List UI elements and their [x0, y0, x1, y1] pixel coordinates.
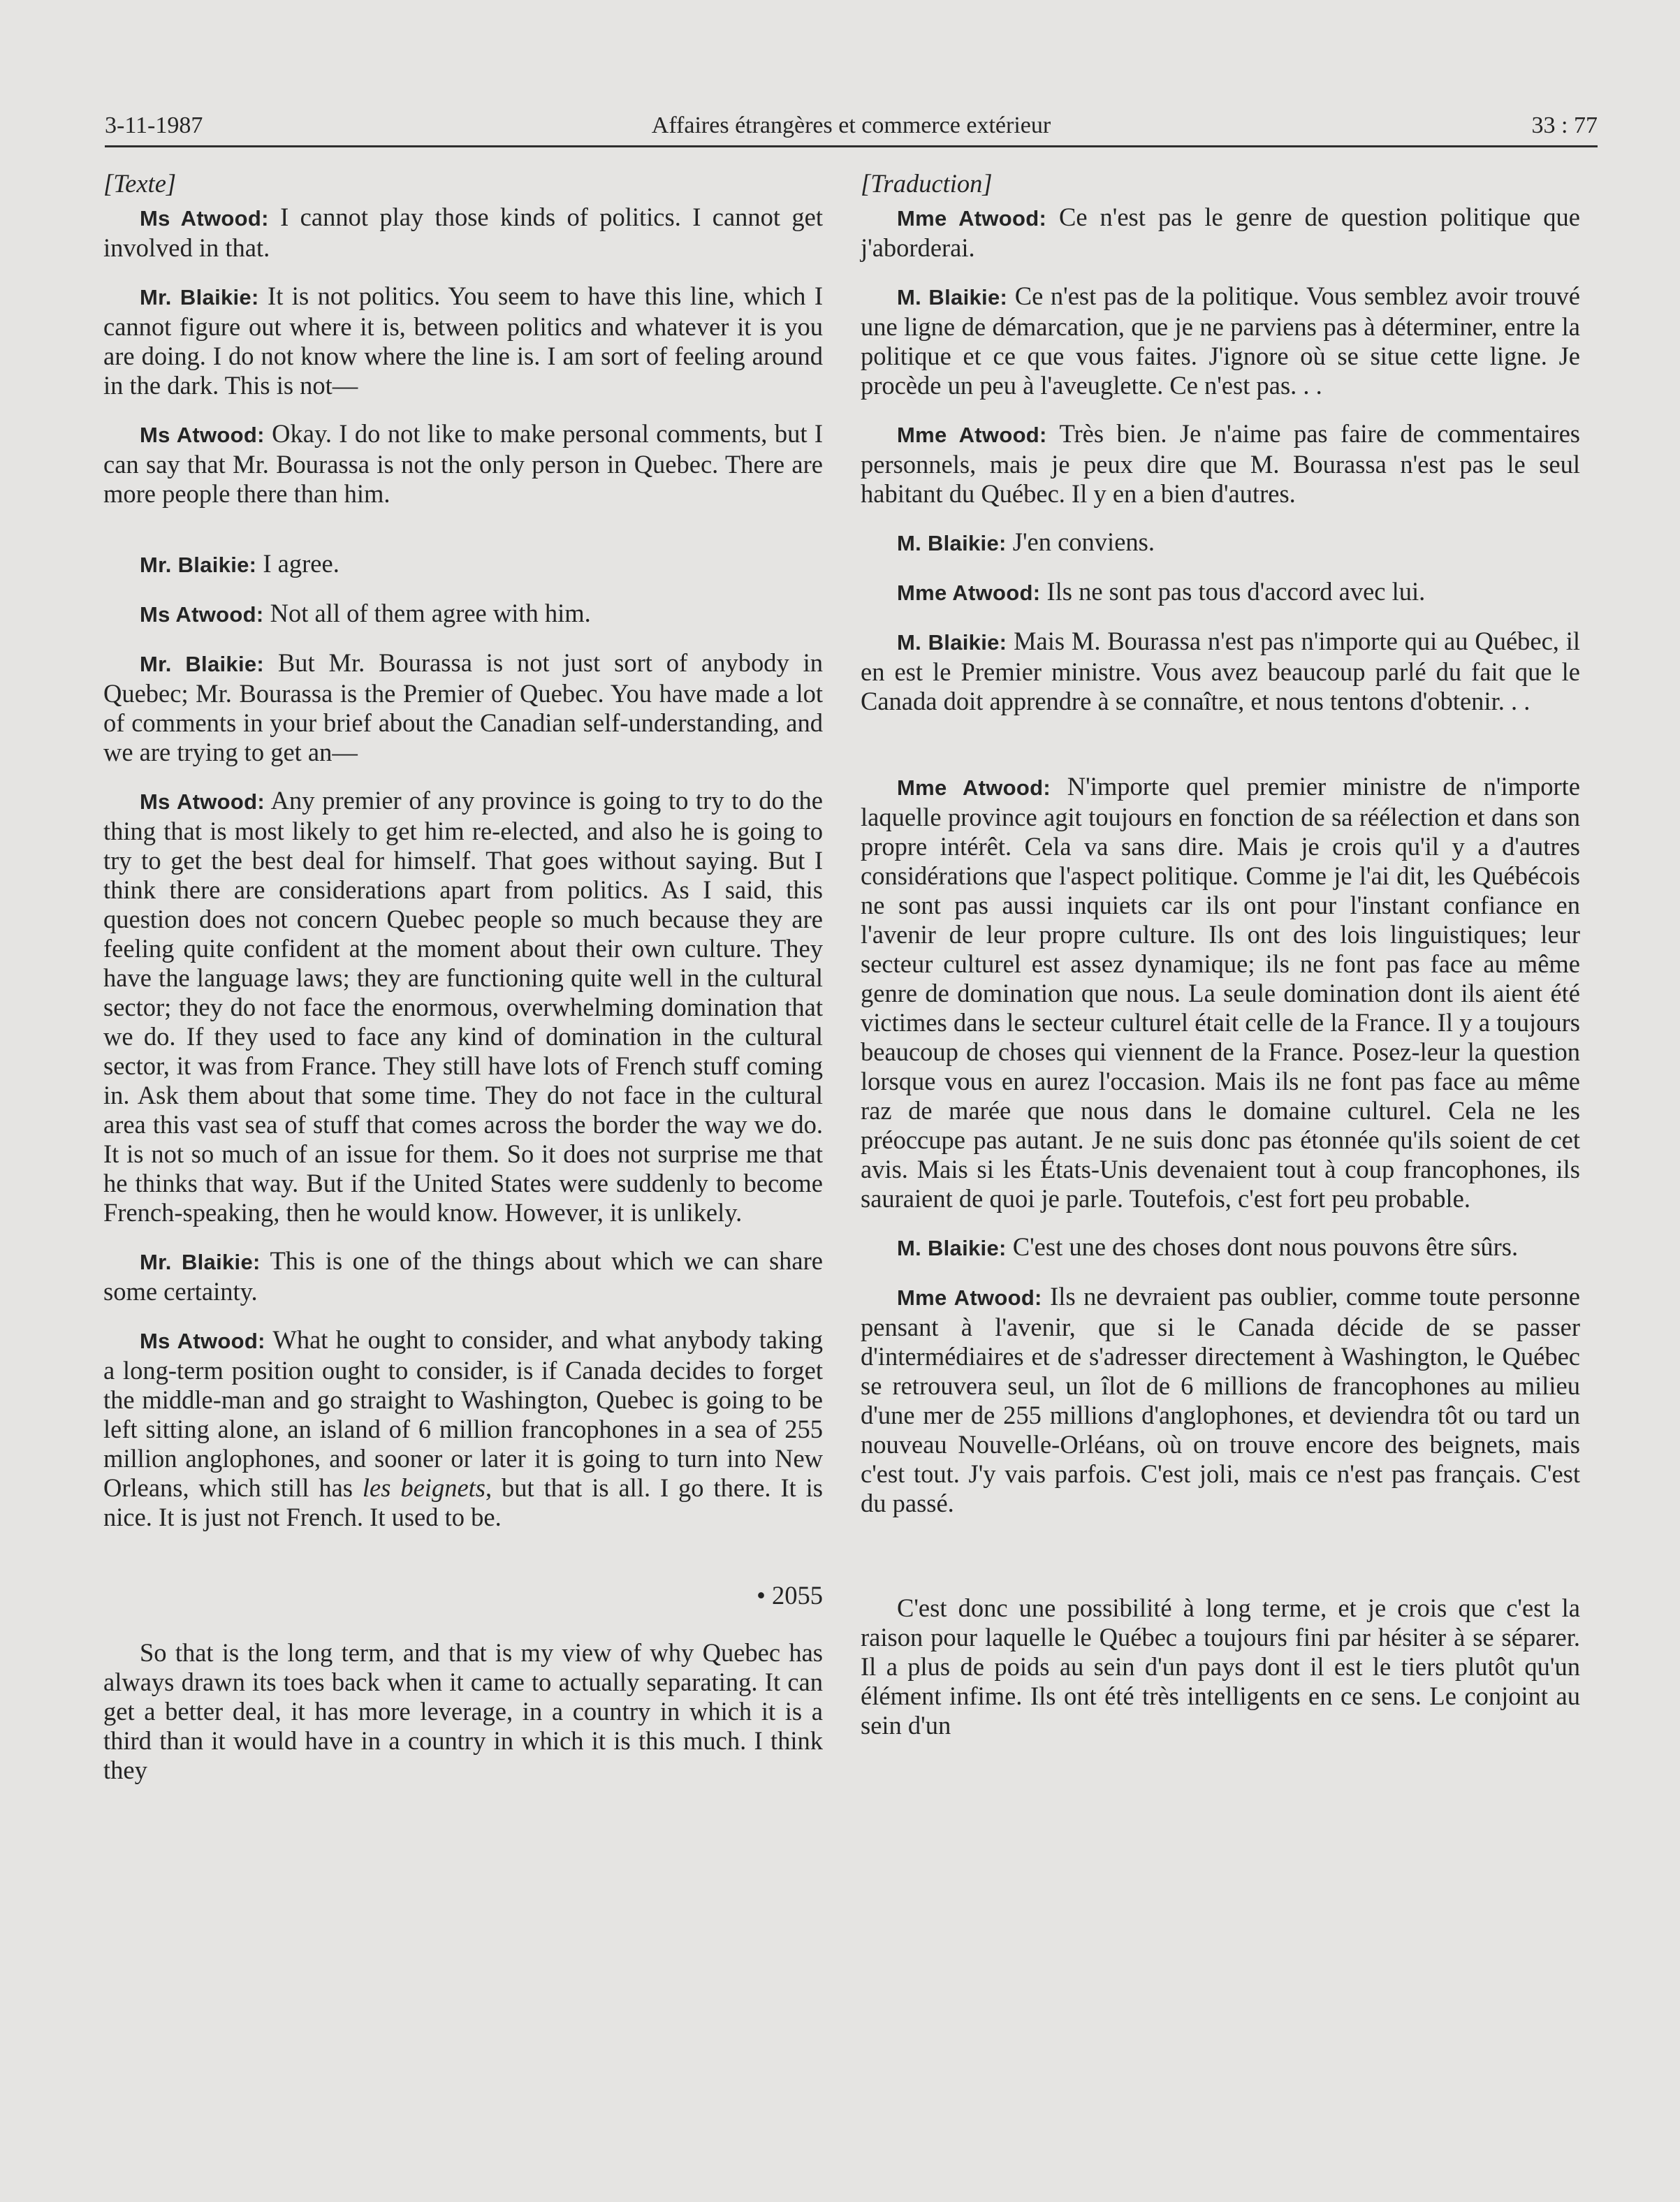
speech-text: J'en conviens. [1006, 527, 1155, 556]
paragraph [103, 786, 823, 1227]
speaker-name: M. Blaikie: [897, 531, 1007, 555]
speaker-name: Mme Atwood: [897, 206, 1047, 231]
paragraph [861, 1232, 1580, 1263]
speaker-name: M. Blaikie: [897, 1236, 1007, 1260]
speaker-name: Mme Atwood: [897, 423, 1047, 447]
speaker-name: Ms Atwood: [140, 1329, 265, 1353]
speech-text: I agree. [256, 549, 339, 578]
paragraph [861, 772, 1580, 1213]
paragraph [103, 203, 823, 263]
paragraph [103, 549, 823, 580]
speaker-name: Ms Atwood: [140, 602, 264, 627]
speaker-name: Mr. Blaikie: [140, 285, 259, 309]
speaker-name: M. Blaikie: [897, 285, 1008, 309]
speech-text: This is one of the things about which we can share some certainty. [103, 1246, 823, 1306]
header-page-number: 33 : 77 [1531, 112, 1598, 138]
speech-text: Okay. I do not like to make personal comments, but I can say that Mr. Bourassa is not the only person in Quebec. There are more people there than him. [103, 419, 824, 508]
paragraph [103, 419, 823, 509]
speech-text: Ils ne devraient pas oublier, comme toute personne pensant à l'avenir, que si le Canada décide de se passer d'intermédiaires et de s'adresser directement à Washington, le Québec se retrouvera seul, un îlot de 6 millions de francophones au milieu d'une mer de 255 millions d'anglophones, et deviendra tôt ou tard un nouveau Nouvelle-Orléans, où on trouve encore des beignets, mais c'est tout. J'y vais parfois. C'est joli, mais ce n'est pas français. C'est du passé. [861, 1282, 1580, 1517]
speaker-name: Ms Atwood: [140, 423, 265, 447]
paragraph [103, 282, 823, 400]
speech-text: , but that is all. I go there. It is nice. It is just not French. It used to be. [103, 1473, 823, 1531]
paragraph [103, 1246, 823, 1306]
speech-text: So that is the long term, and that is my view of why Quebec has always drawn its toes back when it came to actually separating. It can get a better deal, it has more leverage, in a country in which it is a third than it would have in a country in which it is this much. I think they [103, 1638, 823, 1784]
speaker-name: Ms Atwood: [140, 206, 269, 231]
speech-text: Not all of them agree with him. [263, 599, 591, 627]
paragraph [861, 1594, 1580, 1740]
speech-text: It is not politics. You seem to have this line, which I cannot figure out where it is, between politics and whatever it is you are doing. I do not know where the line is. I am sort of feeling around in the dark. This is not— [103, 282, 823, 400]
paragraph [861, 527, 1580, 558]
time-marker: • 2055 [757, 1581, 823, 1610]
page-header [105, 106, 1598, 147]
emphasis-text: les beignets [362, 1473, 485, 1502]
speech-text: Ils ne sont pas tous d'accord avec lui. [1040, 577, 1426, 606]
paragraph [103, 1325, 823, 1532]
paragraph [861, 203, 1580, 263]
speaker-name: M. Blaikie: [897, 630, 1007, 655]
speaker-name: Mr. Blaikie: [140, 652, 265, 676]
paragraph [103, 599, 823, 629]
paragraph [861, 577, 1580, 608]
paragraph [103, 648, 823, 767]
speech-text: N'importe quel premier ministre de n'importe laquelle province agit toujours en fonction de sa réélection et dans son propre intérêt. Cela va sans dire. Mais je crois qu'il y a d'autres considérations que l'aspect politique. Comme je l'ai dit, les Québécois ne sont pas aussi inquiets car ils ont pour l'instant confiance en l'avenir de leur propre culture. Ils ont des lois linguistiques; leur secteur culturel est assez dynamique; ils ne font pas face au même genre de domination que nous. La seule domination dont ils aient été victimes dans le secteur culturel était celle de la France. Il y a toujours beaucoup de choses qui viennent de la France. Posez-leur la question lorsque vous en aurez l'occasion. Mais ils ne font pas face au même raz de marée que nous dans le domaine culturel. Cela ne les préoccupe pas autant. Je ne suis donc pas étonnée qu'ils soient de cet avis. Mais si les États-Unis devenaient tout à coup francophones, ils sauraient de quoi je parle. Toutefois, c'est fort peu probable. [861, 772, 1580, 1213]
speech-text: Ce n'est pas le genre de question politique que j'aborderai. [861, 203, 1580, 262]
english-column [103, 169, 823, 1804]
speaker-name: Ms Atwood: [140, 789, 265, 814]
paragraph [861, 1282, 1580, 1518]
header-date: 3-11-1987 [105, 112, 203, 138]
speech-text: Ce n'est pas de la politique. Vous semblez avoir trouvé une ligne de démarcation, que je ne parviens pas à déterminer, entre la politique et ce que vous faites. J'ignore où se situe cette ligne. Je procède un peu à l'aveuglette. Ce n'est pas. . . [861, 282, 1580, 400]
speech-text: Any premier of any province is going to try to do the thing that is most likely to get him re-elected, and also he is going to try to get the best deal for himself. That goes without saying. But I think there are considerations apart from politics. As I said, this question does not concern Quebec people so much because they are feeling quite confident at the moment about their own culture. They have the language laws; they are functioning quite well in the cultural sector; they do not face the enormous, overwhelming domination that we do. If they used to face any kind of domination in the cultural sector, it was from France. They still have lots of French stuff coming in. Ask them about that some time. They do not face in the cultural area this vast sea of stuff that comes across the border the way we do. It is not so much of an issue for them. So it does not surprise me that he thinks that way. But if the United States were suddenly to become French-speaking, then he would know. However, it is unlikely. [103, 786, 824, 1227]
section-tag-traduction: [Traduction] [861, 169, 993, 198]
speaker-name: Mme Atwood: [897, 1285, 1042, 1310]
section-tag-texte: [Texte] [103, 169, 177, 198]
speaker-name: Mme Atwood: [897, 775, 1051, 800]
header-title: Affaires étrangères et commerce extérieur [651, 112, 1051, 138]
speaker-name: Mr. Blaikie: [140, 1250, 261, 1274]
speech-text: But Mr. Bourassa is not just sort of anybody in Quebec; Mr. Bourassa is the Premier of Quebec. You have made a lot of comments in your brief about the Canadian self-understanding, and we are trying to get an— [103, 648, 824, 766]
speech-text: Mais M. Bourassa n'est pas n'importe qui au Québec, il en est le Premier ministre. Vous avez beaucoup parlé du fait que le Canada doit apprendre à se connaître, et nous tentons d'obtenir. . . [861, 627, 1580, 715]
paragraph [103, 1638, 823, 1785]
paragraph [861, 627, 1580, 716]
french-column [861, 169, 1580, 1759]
speaker-name: Mme Atwood: [897, 581, 1041, 605]
speech-text: Très bien. Je n'aime pas faire de commentaires personnels, mais je peux dire que M. Bourassa n'est pas le seul habitant du Québec. Il y en a bien d'autres. [861, 419, 1580, 508]
paragraph [861, 419, 1580, 509]
speech-text: I cannot play those kinds of politics. I cannot get involved in that. [103, 203, 824, 262]
speech-text: C'est donc une possibilité à long terme, et je crois que c'est la raison pour laquelle le Québec a toujours fini par hésiter à se séparer. Il a plus de poids au sein d'un pays dont il est le tiers plutôt qu'un élément infime. Ils ont été très intelligents en ce sens. Le conjoint au sein d'un [861, 1594, 1580, 1740]
speech-text: What he ought to consider, and what anybody taking a long-term position ought to consider, is if Canada decides to forget the middle-man and go straight to Washington, Quebec is going to be left sitting alone, an island of 6 million francophones in a sea of 255 million anglophones, and sooner or later it is going to turn into New Orleans, which still has [103, 1325, 824, 1502]
speech-text: C'est une des choses dont nous pouvons être sûrs. [1006, 1232, 1519, 1261]
speaker-name: Mr. Blaikie: [140, 553, 257, 577]
paragraph [861, 282, 1580, 400]
